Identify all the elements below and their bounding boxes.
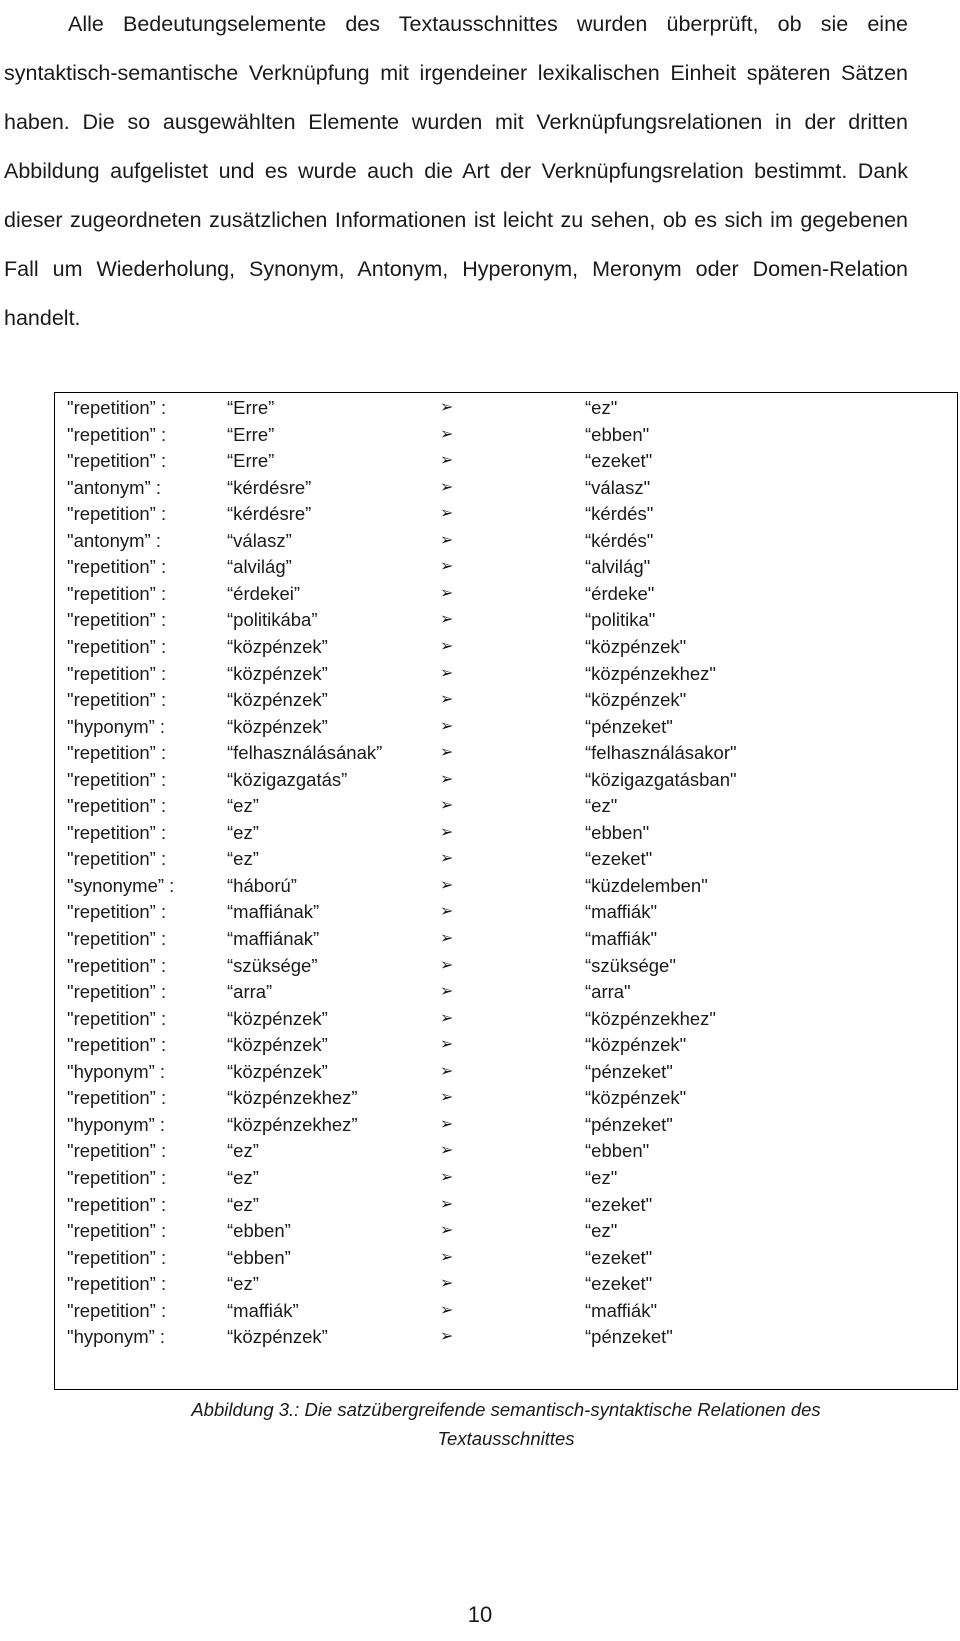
relation-type: "repetition” : bbox=[67, 662, 167, 684]
relation-source-word: “ez” bbox=[227, 1140, 259, 1162]
arrow-icon: ➢ bbox=[440, 823, 454, 841]
arrow-icon: ➢ bbox=[440, 1301, 454, 1319]
relation-type: "repetition” : bbox=[67, 689, 167, 711]
relation-source-word: “érdekei” bbox=[227, 582, 300, 604]
arrow-icon: ➢ bbox=[440, 903, 454, 921]
relation-source-word: “közpénzekhez” bbox=[227, 1087, 358, 1109]
arrow-icon: ➢ bbox=[440, 1275, 454, 1293]
relation-target-word: “pénzeket" bbox=[585, 1113, 673, 1135]
relation-row bbox=[55, 1217, 957, 1245]
relation-row bbox=[55, 872, 957, 900]
relation-row bbox=[55, 1323, 957, 1351]
arrow-icon: ➢ bbox=[440, 744, 454, 762]
relation-row bbox=[55, 1297, 957, 1325]
relation-type: "repetition” : bbox=[67, 609, 167, 631]
arrow-icon: ➢ bbox=[440, 770, 454, 788]
arrow-icon: ➢ bbox=[440, 664, 454, 682]
relation-row bbox=[55, 421, 957, 449]
relation-source-word: “Erre” bbox=[227, 397, 275, 418]
arrow-icon: ➢ bbox=[440, 797, 454, 815]
relation-row bbox=[55, 527, 957, 555]
relation-row bbox=[55, 447, 957, 475]
relation-source-word: “ez” bbox=[227, 795, 259, 817]
arrow-icon: ➢ bbox=[440, 983, 454, 1001]
relation-target-word: “közpénzek" bbox=[585, 635, 687, 657]
arrow-icon: ➢ bbox=[440, 1168, 454, 1186]
arrow-icon: ➢ bbox=[440, 505, 454, 523]
relation-type: "repetition” : bbox=[67, 423, 167, 445]
relation-source-word: “ez” bbox=[227, 1273, 259, 1295]
arrow-icon: ➢ bbox=[440, 1142, 454, 1160]
relation-source-word: “kérdésre” bbox=[227, 503, 312, 525]
relation-row bbox=[55, 1111, 957, 1139]
arrow-icon: ➢ bbox=[440, 1062, 454, 1080]
relation-target-word: “maffiák" bbox=[585, 1299, 658, 1321]
relation-target-word: “ebben" bbox=[585, 821, 650, 843]
arrow-icon: ➢ bbox=[440, 531, 454, 549]
relation-type: "antonym” : bbox=[67, 529, 161, 551]
relation-target-word: “közpénzek" bbox=[585, 1087, 687, 1109]
relation-row bbox=[55, 1005, 957, 1033]
relation-type: "repetition” : bbox=[67, 1166, 167, 1188]
relation-target-word: “ez" bbox=[585, 1166, 618, 1188]
relation-target-word: “ez" bbox=[585, 795, 618, 817]
relation-type: "repetition” : bbox=[67, 1034, 167, 1056]
relation-type: "repetition” : bbox=[67, 582, 167, 604]
relation-type: "repetition” : bbox=[67, 1220, 167, 1242]
relation-target-word: “ebben" bbox=[585, 423, 650, 445]
relation-target-word: “ezeket" bbox=[585, 1193, 653, 1215]
relation-source-word: “ez” bbox=[227, 848, 259, 870]
relation-target-word: “ezeket" bbox=[585, 848, 653, 870]
relation-type: "repetition” : bbox=[67, 1273, 167, 1295]
relation-source-word: “Erre” bbox=[227, 450, 275, 472]
relation-source-word: “közpénzek” bbox=[227, 1060, 328, 1082]
relation-row bbox=[55, 633, 957, 661]
relation-target-word: “ezeket" bbox=[585, 1246, 653, 1268]
relation-target-word: “közpénzekhez" bbox=[585, 662, 716, 684]
relation-row bbox=[55, 500, 957, 528]
relation-row bbox=[55, 1058, 957, 1086]
arrow-icon: ➢ bbox=[440, 1328, 454, 1346]
relation-type: "repetition” : bbox=[67, 901, 167, 923]
relation-type: "repetition” : bbox=[67, 821, 167, 843]
figure-caption-line-2: Textausschnittes bbox=[437, 1428, 575, 1449]
relation-row bbox=[55, 739, 957, 767]
arrow-icon: ➢ bbox=[440, 558, 454, 576]
arrow-icon: ➢ bbox=[440, 452, 454, 470]
relation-type: "repetition” : bbox=[67, 1193, 167, 1215]
relation-target-word: “pénzeket" bbox=[585, 1326, 673, 1348]
relation-type: "repetition” : bbox=[67, 635, 167, 657]
relation-row bbox=[55, 925, 957, 953]
relation-row bbox=[55, 766, 957, 794]
relation-target-word: “küzdelemben" bbox=[585, 874, 708, 896]
relation-target-word: “alvilág" bbox=[585, 556, 651, 578]
arrow-icon: ➢ bbox=[440, 1248, 454, 1266]
relation-type: "repetition” : bbox=[67, 848, 167, 870]
relation-row bbox=[55, 819, 957, 847]
relation-row bbox=[55, 713, 957, 741]
page-number: 10 bbox=[467, 1602, 493, 1627]
relation-type: "repetition” : bbox=[67, 397, 167, 418]
relation-source-word: “közigazgatás” bbox=[227, 768, 348, 790]
relation-source-word: “háború” bbox=[227, 874, 297, 896]
relation-target-word: “ebben" bbox=[585, 1140, 650, 1162]
relation-target-word: “pénzeket" bbox=[585, 1060, 673, 1082]
arrow-icon: ➢ bbox=[440, 876, 454, 894]
relation-row bbox=[55, 1270, 957, 1298]
relation-row bbox=[55, 1164, 957, 1192]
arrow-icon: ➢ bbox=[440, 1195, 454, 1213]
body-paragraph: Alle Bedeutungselemente des Textausschnittes wurden überprüft, ob sie eine syntaktisch-semantische Verknüpfung mit irgendeiner lexikalischen Einheit späteren Sätzen haben. Die so ausgewählten Elemente wurden mit Verknüpfungsrelationen in der dritten Abbildung aufgelistet und es wurde auch die Art der Verknüpfungsrelation bestimmt. Dank dieser zugeordneten zusätzlichen Informationen ist leicht zu sehen, ob es sich im gegebenen Fall um Wiederholung, Synonym, Antonym, Hyperonym, Meronym oder Domen-Relation handelt. bbox=[4, 12, 908, 330]
relation-row bbox=[55, 686, 957, 714]
relation-row bbox=[55, 394, 957, 422]
relation-row bbox=[55, 952, 957, 980]
relation-source-word: “közpénzek” bbox=[227, 1007, 328, 1029]
arrow-icon: ➢ bbox=[440, 717, 454, 735]
relation-type: "repetition” : bbox=[67, 1140, 167, 1162]
relation-source-word: “felhasználásának” bbox=[227, 742, 383, 764]
relation-source-word: “közpénzek” bbox=[227, 635, 328, 657]
relation-source-word: “arra” bbox=[227, 981, 273, 1003]
relation-target-word: “közpénzek" bbox=[585, 1034, 687, 1056]
relation-row bbox=[55, 978, 957, 1006]
relation-row bbox=[55, 1031, 957, 1059]
relation-row bbox=[55, 1137, 957, 1165]
arrow-icon: ➢ bbox=[440, 691, 454, 709]
relation-type: "repetition” : bbox=[67, 450, 167, 472]
arrow-icon: ➢ bbox=[440, 425, 454, 443]
arrow-icon: ➢ bbox=[440, 1115, 454, 1133]
relation-source-word: “közpénzek” bbox=[227, 662, 328, 684]
relation-row bbox=[55, 1244, 957, 1272]
relation-type: "repetition” : bbox=[67, 928, 167, 949]
arrow-icon: ➢ bbox=[440, 850, 454, 868]
relation-source-word: “ez” bbox=[227, 1166, 259, 1188]
relation-source-word: “ebben” bbox=[227, 1246, 291, 1268]
relation-target-word: “ezeket" bbox=[585, 1273, 653, 1295]
relation-type: "repetition” : bbox=[67, 795, 167, 817]
relation-row bbox=[55, 845, 957, 873]
relation-source-word: “szüksége” bbox=[227, 954, 318, 976]
relation-source-word: “maffiának” bbox=[227, 901, 320, 923]
relation-target-word: “közpénzekhez" bbox=[585, 1007, 716, 1029]
relation-type: "repetition” : bbox=[67, 556, 167, 578]
relation-target-word: “maffiák" bbox=[585, 928, 658, 949]
relation-target-word: “ezeket" bbox=[585, 450, 653, 472]
relation-target-word: “maffiák" bbox=[585, 901, 658, 923]
relation-target-word: “közpénzek" bbox=[585, 689, 687, 711]
relation-row bbox=[55, 474, 957, 502]
relation-type: "hyponym” : bbox=[67, 1060, 166, 1082]
relation-row bbox=[55, 898, 957, 926]
relation-target-word: “válasz" bbox=[585, 476, 651, 498]
relation-row bbox=[55, 1191, 957, 1219]
relation-target-word: “ez" bbox=[585, 1220, 618, 1242]
relation-source-word: “politikába” bbox=[227, 609, 318, 631]
relation-type: "synonyme” : bbox=[67, 874, 175, 896]
relation-source-word: “maffiának” bbox=[227, 928, 320, 949]
relation-type: "repetition” : bbox=[67, 742, 167, 764]
arrow-icon: ➢ bbox=[440, 1036, 454, 1054]
relation-source-word: “Erre” bbox=[227, 423, 275, 445]
relation-type: "hyponym” : bbox=[67, 715, 166, 737]
relation-type: "antonym” : bbox=[67, 476, 161, 498]
relation-type: "hyponym” : bbox=[67, 1326, 166, 1348]
relation-row bbox=[55, 606, 957, 634]
arrow-icon: ➢ bbox=[440, 637, 454, 655]
relation-type: "repetition” : bbox=[67, 1299, 167, 1321]
arrow-icon: ➢ bbox=[440, 930, 454, 947]
relation-type: "hyponym” : bbox=[67, 1113, 166, 1135]
relation-row bbox=[55, 580, 957, 608]
arrow-icon: ➢ bbox=[440, 1089, 454, 1107]
relation-source-word: “ez” bbox=[227, 821, 259, 843]
relation-target-word: “felhasználásakor" bbox=[585, 742, 737, 764]
relation-type: "repetition” : bbox=[67, 1246, 167, 1268]
relation-type: "repetition” : bbox=[67, 1087, 167, 1109]
relation-source-word: “alvilág” bbox=[227, 556, 292, 578]
arrow-icon: ➢ bbox=[440, 584, 454, 602]
relation-target-word: “ez" bbox=[585, 397, 618, 418]
relation-source-word: “válasz” bbox=[227, 529, 292, 551]
arrow-icon: ➢ bbox=[440, 611, 454, 629]
figure-caption-line-1: Abbildung 3.: Die satzübergreifende semantisch-syntaktische Relationen des bbox=[191, 1399, 821, 1420]
relation-source-word: “közpénzek” bbox=[227, 1326, 328, 1348]
arrow-icon: ➢ bbox=[440, 478, 454, 496]
relation-row bbox=[55, 660, 957, 688]
relation-row bbox=[55, 1084, 957, 1112]
relation-source-word: “közpénzekhez” bbox=[227, 1113, 358, 1135]
arrow-icon: ➢ bbox=[440, 1222, 454, 1240]
relation-target-word: “érdeke" bbox=[585, 582, 655, 604]
figure-caption bbox=[54, 1395, 958, 1453]
relations-figure bbox=[54, 392, 958, 1390]
relation-source-word: “kérdésre” bbox=[227, 476, 312, 498]
arrow-icon: ➢ bbox=[440, 1009, 454, 1027]
relation-target-word: “kérdés" bbox=[585, 503, 654, 525]
relation-target-word: “politika" bbox=[585, 609, 656, 631]
relation-row bbox=[55, 553, 957, 581]
relation-target-word: “pénzeket" bbox=[585, 715, 673, 737]
relation-row bbox=[55, 792, 957, 820]
relation-source-word: “közpénzek” bbox=[227, 715, 328, 737]
relation-target-word: “kérdés" bbox=[585, 529, 654, 551]
relation-type: "repetition” : bbox=[67, 981, 167, 1003]
relation-source-word: “közpénzek” bbox=[227, 689, 328, 711]
relation-target-word: “arra" bbox=[585, 981, 631, 1003]
relation-source-word: “ebben” bbox=[227, 1220, 291, 1242]
relation-type: "repetition” : bbox=[67, 503, 167, 525]
relation-type: "repetition” : bbox=[67, 768, 167, 790]
relation-type: "repetition” : bbox=[67, 1007, 167, 1029]
relation-source-word: “maffiák” bbox=[227, 1299, 299, 1321]
arrow-icon: ➢ bbox=[440, 399, 454, 416]
relation-source-word: “ez” bbox=[227, 1193, 259, 1215]
relation-type: "repetition” : bbox=[67, 954, 167, 976]
relation-target-word: “szüksége" bbox=[585, 954, 676, 976]
relation-target-word: “közigazgatásban" bbox=[585, 768, 737, 790]
arrow-icon: ➢ bbox=[440, 956, 454, 974]
relation-source-word: “közpénzek” bbox=[227, 1034, 328, 1056]
